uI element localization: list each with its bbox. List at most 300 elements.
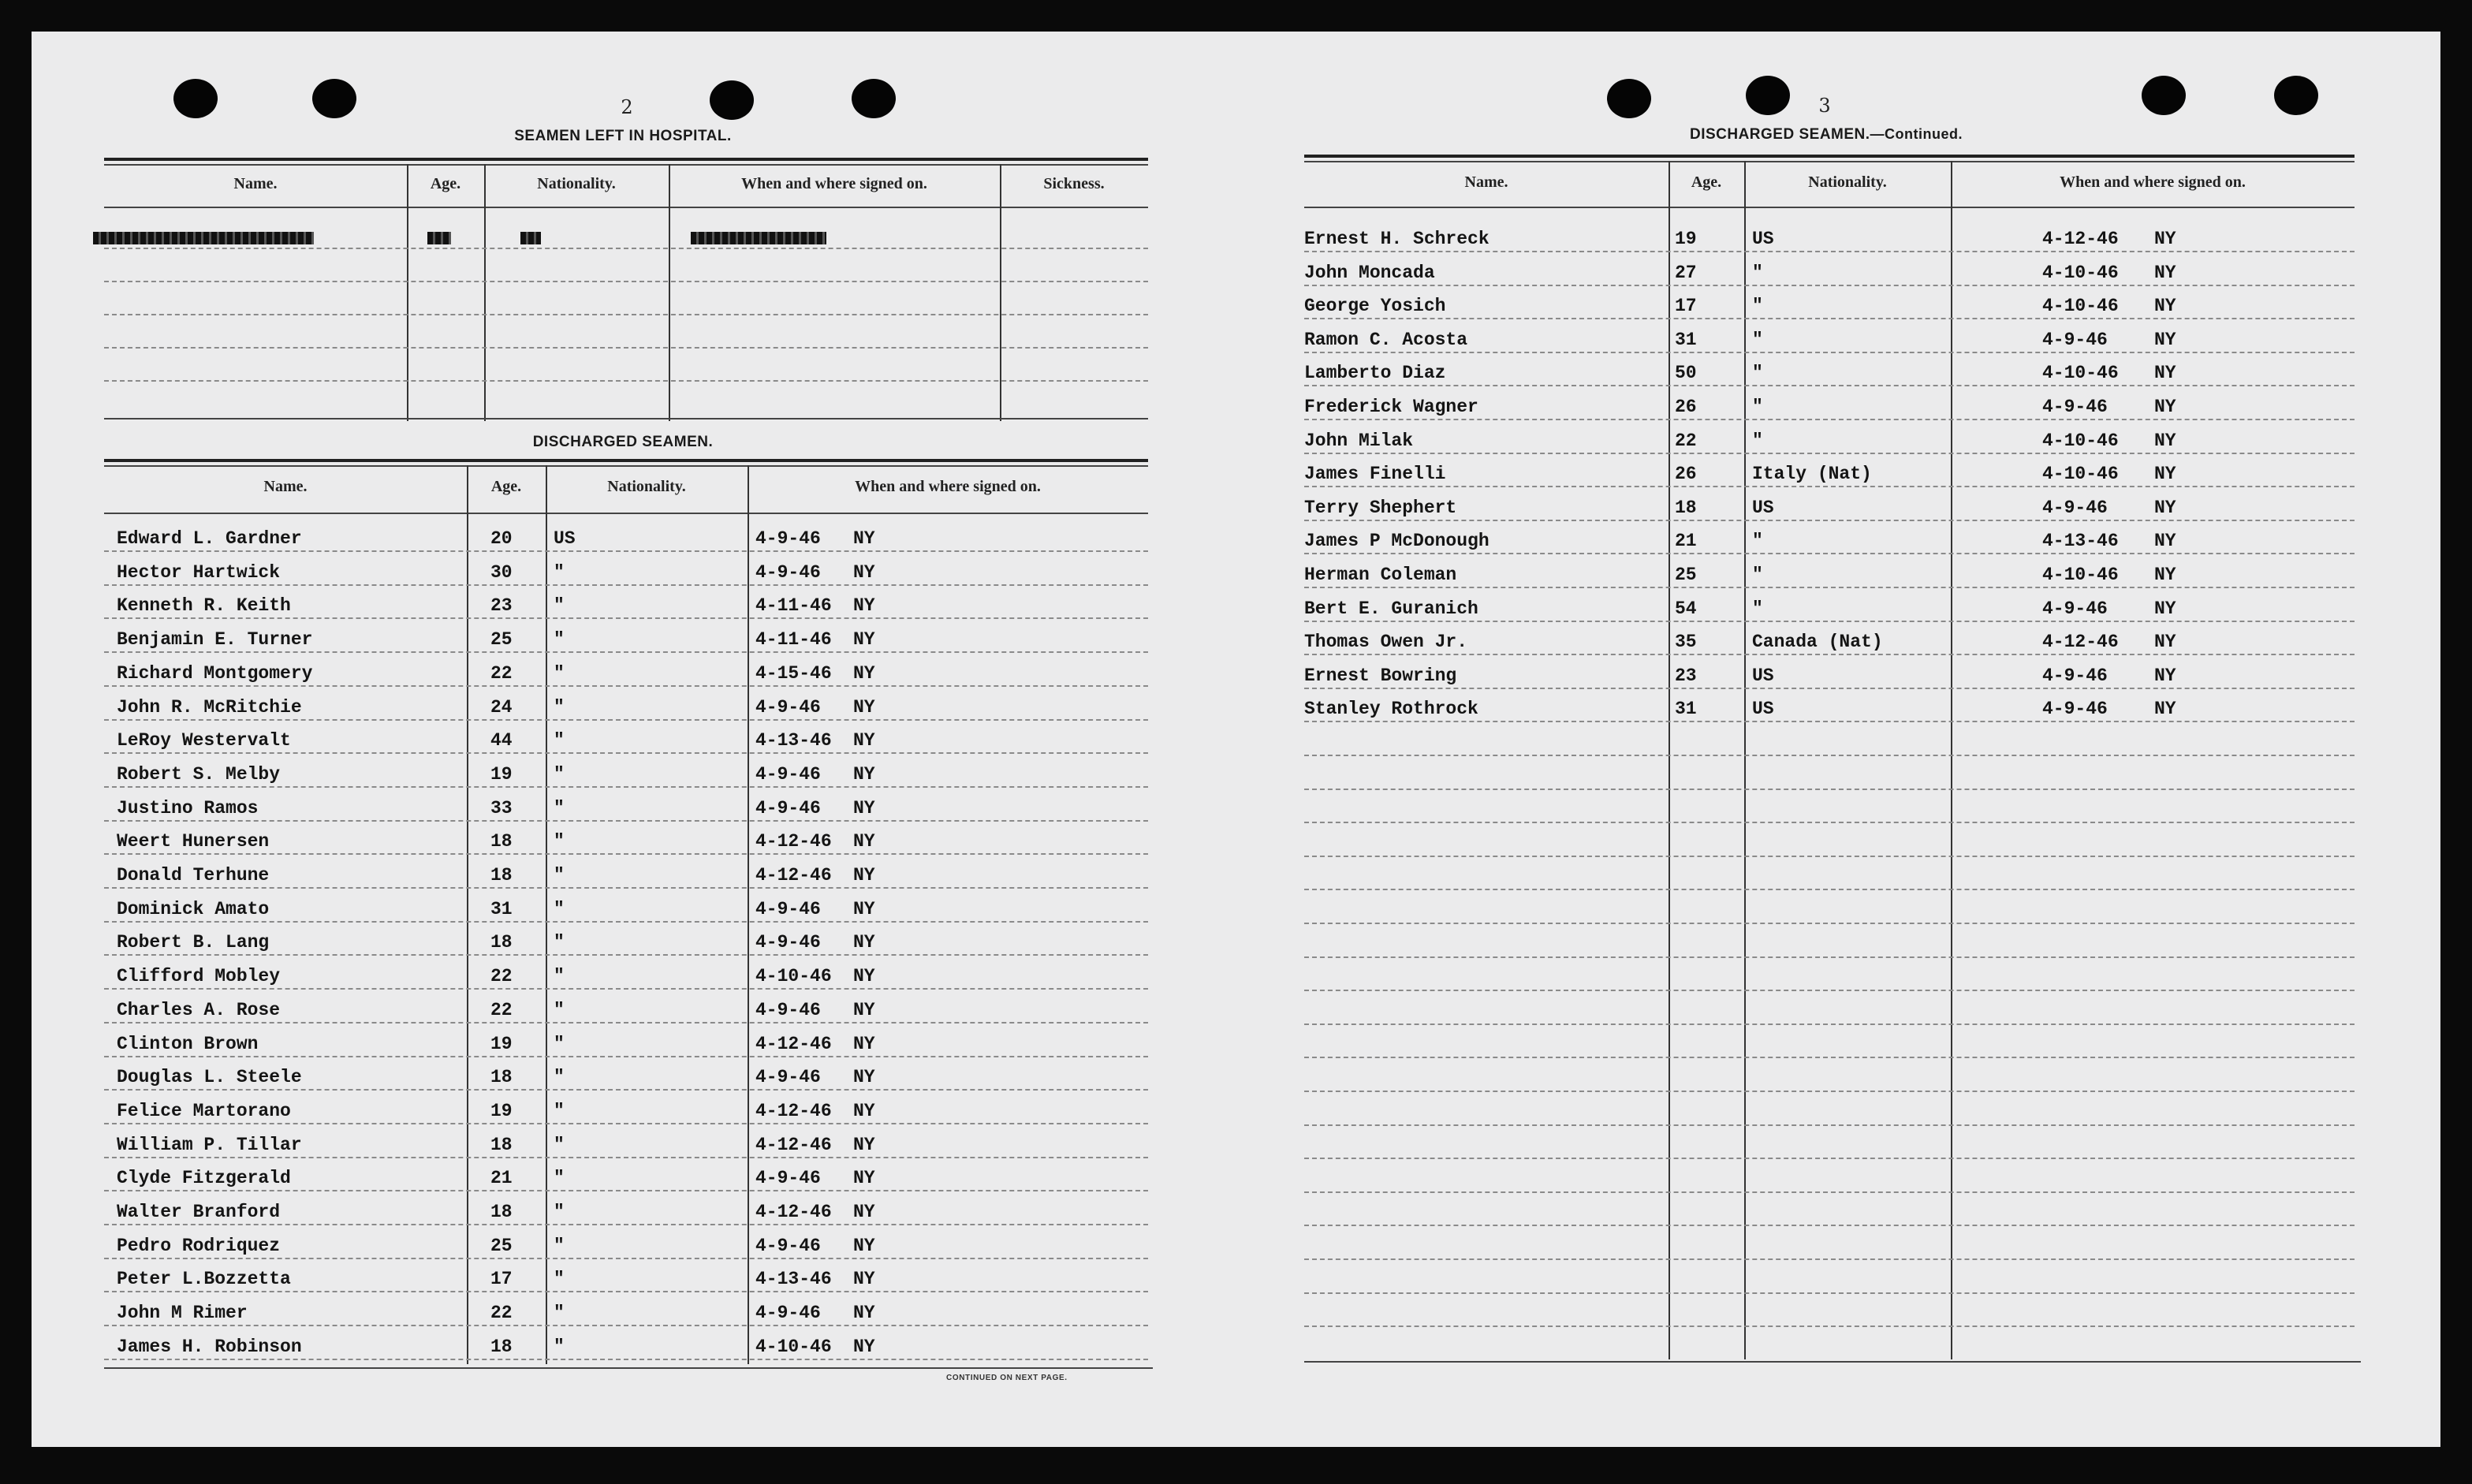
entry-line bbox=[104, 853, 1148, 855]
title-main: DISCHARGED SEAMEN. bbox=[1689, 126, 1870, 143]
cell-age: 18 bbox=[490, 1067, 513, 1088]
entry-line bbox=[104, 954, 1148, 956]
cell-name: Charles A. Rose bbox=[117, 999, 281, 1020]
cell-nat: " bbox=[1752, 363, 1763, 384]
entry-line bbox=[1304, 822, 2355, 823]
rule bbox=[1304, 155, 2355, 158]
cell-place: NY bbox=[853, 831, 875, 852]
hosp-header-sickness: Sickness. bbox=[1043, 175, 1105, 192]
cell-nat: " bbox=[554, 797, 565, 818]
redacted-age bbox=[427, 232, 451, 244]
cell-age: 25 bbox=[490, 1235, 513, 1256]
cell-name: Ernest H. Schreck bbox=[1304, 229, 1490, 249]
cell-age: 27 bbox=[1675, 262, 1697, 283]
cell-date: 4-9-46 bbox=[755, 763, 821, 785]
cell-age: 19 bbox=[490, 1100, 513, 1121]
entry-line bbox=[1304, 251, 2355, 252]
cell-date: 4-12-46 bbox=[755, 831, 832, 852]
punch-hole bbox=[2274, 76, 2318, 115]
cell-date: 4-10-46 bbox=[2042, 363, 2119, 384]
entry-line bbox=[104, 347, 1148, 349]
cell-nat: " bbox=[1752, 296, 1763, 317]
page-number-right: 3 bbox=[1818, 95, 1831, 117]
cell-nat: " bbox=[554, 696, 565, 718]
cell-nat: " bbox=[554, 898, 565, 919]
punch-hole bbox=[2142, 76, 2186, 115]
cell-nat: " bbox=[554, 595, 565, 617]
rule bbox=[104, 418, 1148, 419]
continued-note: CONTINUED ON NEXT PAGE. bbox=[946, 1374, 1068, 1382]
entry-line bbox=[104, 380, 1148, 382]
cell-age: 33 bbox=[490, 797, 513, 818]
entry-line bbox=[104, 1089, 1148, 1091]
cell-age: 18 bbox=[490, 865, 513, 886]
cell-nat: " bbox=[554, 561, 565, 583]
cell-age: 26 bbox=[1675, 397, 1697, 417]
punch-hole bbox=[1746, 76, 1790, 115]
cell-place: NY bbox=[853, 561, 875, 583]
cell-nat: " bbox=[554, 730, 565, 751]
cell-name: Edward L. Gardner bbox=[117, 528, 302, 549]
cell-date: 4-9-46 bbox=[2042, 397, 2108, 417]
cell-date: 4-13-46 bbox=[755, 730, 832, 751]
cell-name: Robert B. Lang bbox=[117, 932, 270, 953]
cell-age: 21 bbox=[1675, 531, 1697, 552]
cell-date: 4-9-46 bbox=[755, 1168, 821, 1189]
cell-nat: " bbox=[554, 1303, 565, 1324]
cell-age: 20 bbox=[490, 528, 513, 549]
cell-age: 23 bbox=[490, 595, 513, 617]
cell-nat: US bbox=[1752, 665, 1774, 686]
cell-date: 4-10-46 bbox=[2042, 565, 2119, 585]
cell-age: 31 bbox=[1675, 329, 1697, 350]
entry-line bbox=[1304, 1326, 2355, 1327]
cell-place: NY bbox=[2154, 598, 2176, 619]
entry-line bbox=[104, 584, 1148, 586]
cell-date: 4-12-46 bbox=[755, 865, 832, 886]
entry-line bbox=[104, 314, 1148, 315]
cell-date: 4-13-46 bbox=[755, 1269, 832, 1290]
cell-date: 4-9-46 bbox=[755, 696, 821, 718]
cell-nat: " bbox=[554, 1033, 565, 1054]
cell-nat: " bbox=[554, 831, 565, 852]
entry-line bbox=[1304, 889, 2355, 890]
entry-line bbox=[104, 988, 1148, 990]
cell-nat: " bbox=[1752, 397, 1763, 417]
cell-nat: " bbox=[1752, 329, 1763, 350]
cell-date: 4-12-46 bbox=[2042, 229, 2119, 249]
rule bbox=[104, 459, 1148, 462]
cell-date: 4-13-46 bbox=[2042, 531, 2119, 552]
cell-date: 4-9-46 bbox=[755, 932, 821, 953]
cell-nat: " bbox=[1752, 531, 1763, 552]
cell-place: NY bbox=[2154, 464, 2176, 485]
cell-date: 4-12-46 bbox=[755, 1033, 832, 1054]
page-number-left: 2 bbox=[621, 96, 633, 118]
entry-line bbox=[104, 1056, 1148, 1057]
cell-age: 25 bbox=[1675, 565, 1697, 585]
entry-line bbox=[1304, 856, 2355, 857]
cell-place: NY bbox=[2154, 229, 2176, 249]
cell-nat: " bbox=[554, 1168, 565, 1189]
cell-place: NY bbox=[2154, 296, 2176, 317]
cell-place: NY bbox=[853, 730, 875, 751]
cell-date: 4-9-46 bbox=[755, 561, 821, 583]
column-rule bbox=[546, 465, 547, 1364]
cell-age: 24 bbox=[490, 696, 513, 718]
disc-header-nationality: Nationality. bbox=[607, 478, 686, 495]
cell-name: Justino Ramos bbox=[117, 797, 259, 818]
cell-date: 4-15-46 bbox=[755, 662, 832, 684]
disc-header-name: Name. bbox=[263, 478, 308, 495]
column-rule bbox=[1669, 161, 1670, 1359]
discharged-continued-title bbox=[1590, 126, 2063, 144]
rule bbox=[1304, 1361, 2361, 1363]
entry-line bbox=[1304, 1024, 2355, 1025]
cell-date: 4-10-46 bbox=[755, 966, 832, 987]
cell-name: James Finelli bbox=[1304, 464, 1446, 485]
cell-place: NY bbox=[853, 966, 875, 987]
cell-name: Peter L.Bozzetta bbox=[117, 1269, 291, 1290]
cell-place: NY bbox=[853, 797, 875, 818]
cell-place: NY bbox=[853, 1269, 875, 1290]
punch-hole bbox=[852, 79, 896, 118]
entry-line bbox=[1304, 553, 2355, 554]
cell-name: James H. Robinson bbox=[117, 1336, 302, 1357]
cell-date: 4-12-46 bbox=[755, 1202, 832, 1222]
cell-place: NY bbox=[853, 1202, 875, 1222]
cell-date: 4-12-46 bbox=[755, 1100, 832, 1121]
cell-nat: US bbox=[1752, 699, 1774, 720]
entry-line bbox=[104, 248, 1148, 249]
cont-header-nationality: Nationality. bbox=[1808, 173, 1887, 191]
cell-place: NY bbox=[853, 1067, 875, 1088]
entry-line bbox=[1304, 285, 2355, 286]
cell-nat: " bbox=[554, 1202, 565, 1222]
entry-line bbox=[1304, 1091, 2355, 1092]
cell-nat: " bbox=[1752, 598, 1763, 619]
cell-age: 35 bbox=[1675, 632, 1697, 653]
cell-age: 31 bbox=[1675, 699, 1697, 720]
cell-age: 22 bbox=[490, 1303, 513, 1324]
cell-age: 22 bbox=[490, 662, 513, 684]
cell-place: NY bbox=[853, 1033, 875, 1054]
rule bbox=[1304, 161, 2355, 162]
cont-header-signed-on: When and where signed on. bbox=[2060, 173, 2246, 191]
cell-place: NY bbox=[2154, 329, 2176, 350]
cell-place: NY bbox=[853, 662, 875, 684]
cell-nat: " bbox=[554, 1235, 565, 1256]
cell-date: 4-9-46 bbox=[2042, 699, 2108, 720]
rule bbox=[104, 164, 1148, 166]
cell-name: George Yosich bbox=[1304, 296, 1446, 317]
cell-name: Douglas L. Steele bbox=[117, 1067, 302, 1088]
hosp-header-age: Age. bbox=[430, 175, 461, 192]
cell-age: 21 bbox=[490, 1168, 513, 1189]
cell-place: NY bbox=[853, 1100, 875, 1121]
entry-line bbox=[1304, 956, 2355, 958]
column-rule bbox=[748, 465, 749, 1364]
entry-line bbox=[1304, 1124, 2355, 1126]
cell-place: NY bbox=[2154, 363, 2176, 384]
cell-nat: " bbox=[554, 932, 565, 953]
cell-nat: " bbox=[554, 966, 565, 987]
cell-name: Frederick Wagner bbox=[1304, 397, 1478, 417]
entry-line bbox=[1304, 990, 2355, 991]
cell-age: 23 bbox=[1675, 665, 1697, 686]
cell-name: John Milak bbox=[1304, 430, 1414, 451]
entry-line bbox=[1304, 1057, 2355, 1058]
cell-date: 4-9-46 bbox=[755, 898, 821, 919]
cell-place: NY bbox=[853, 1134, 875, 1155]
cell-date: 4-11-46 bbox=[755, 595, 832, 617]
cell-nat: Italy (Nat) bbox=[1752, 464, 1872, 485]
entry-line bbox=[104, 1325, 1148, 1326]
entry-line bbox=[104, 1123, 1148, 1124]
cell-nat: Canada (Nat) bbox=[1752, 632, 1883, 653]
cell-age: 22 bbox=[490, 966, 513, 987]
cont-header-age: Age. bbox=[1691, 173, 1722, 191]
cell-place: NY bbox=[2154, 430, 2176, 451]
entry-line bbox=[104, 281, 1148, 282]
disc-header-age: Age. bbox=[490, 478, 522, 495]
cont-header-name: Name. bbox=[1464, 173, 1508, 191]
entry-line bbox=[1304, 453, 2355, 454]
cell-name: Hector Hartwick bbox=[117, 561, 281, 583]
hospital-section-title: SEAMEN LEFT IN HOSPITAL. bbox=[514, 128, 732, 144]
cell-date: 4-10-46 bbox=[2042, 430, 2119, 451]
rule bbox=[104, 513, 1148, 514]
cell-age: 18 bbox=[1675, 497, 1697, 518]
entry-line bbox=[104, 1291, 1148, 1292]
entry-line bbox=[104, 550, 1148, 552]
cell-name: Clifford Mobley bbox=[117, 966, 281, 987]
cell-date: 4-9-46 bbox=[755, 528, 821, 549]
entry-line bbox=[1304, 419, 2355, 420]
discharged-section-title: DISCHARGED SEAMEN. bbox=[532, 434, 714, 450]
cell-name: Kenneth R. Keith bbox=[117, 595, 291, 617]
cell-date: 4-9-46 bbox=[755, 1067, 821, 1088]
cell-age: 19 bbox=[490, 1033, 513, 1054]
rule bbox=[104, 207, 1148, 208]
entry-line bbox=[104, 921, 1148, 923]
cell-age: 19 bbox=[1675, 229, 1697, 249]
entry-line bbox=[104, 1258, 1148, 1259]
cell-age: 18 bbox=[490, 932, 513, 953]
cell-nat: US bbox=[1752, 497, 1774, 518]
redacted-name bbox=[93, 232, 314, 244]
title-continued: —Continued. bbox=[1870, 126, 1963, 142]
cell-name: Pedro Rodriquez bbox=[117, 1235, 281, 1256]
cell-place: NY bbox=[853, 696, 875, 718]
entry-line bbox=[104, 1190, 1148, 1191]
entry-line bbox=[1304, 1158, 2355, 1159]
cell-place: NY bbox=[853, 528, 875, 549]
cell-age: 30 bbox=[490, 561, 513, 583]
cell-age: 54 bbox=[1675, 598, 1697, 619]
cell-name: Thomas Owen Jr. bbox=[1304, 632, 1468, 653]
cell-age: 18 bbox=[490, 831, 513, 852]
cell-date: 4-11-46 bbox=[755, 629, 832, 651]
cell-name: Ernest Bowring bbox=[1304, 665, 1457, 686]
cell-nat: " bbox=[554, 1269, 565, 1290]
hosp-header-signed-on: When and where signed on. bbox=[741, 175, 927, 192]
entry-line bbox=[104, 617, 1148, 619]
cell-name: LeRoy Westervalt bbox=[117, 730, 291, 751]
cell-name: Benjamin E. Turner bbox=[117, 629, 313, 651]
cell-date: 4-9-46 bbox=[2042, 329, 2108, 350]
cell-nat: " bbox=[554, 1067, 565, 1088]
rule bbox=[1304, 207, 2355, 208]
cell-name: Clinton Brown bbox=[117, 1033, 259, 1054]
entry-line bbox=[1304, 587, 2355, 588]
entry-line bbox=[104, 752, 1148, 754]
entry-line bbox=[104, 719, 1148, 721]
cell-name: John M Rimer bbox=[117, 1303, 248, 1324]
cell-place: NY bbox=[853, 763, 875, 785]
cell-date: 4-9-46 bbox=[2042, 598, 2108, 619]
entry-line bbox=[1304, 486, 2355, 487]
cell-date: 4-9-46 bbox=[755, 999, 821, 1020]
entry-line bbox=[1304, 1292, 2355, 1294]
entry-line bbox=[1304, 520, 2355, 521]
entry-line bbox=[1304, 923, 2355, 924]
entry-line bbox=[104, 786, 1148, 788]
cell-name: Dominick Amato bbox=[117, 898, 270, 919]
cell-name: Donald Terhune bbox=[117, 865, 270, 886]
cell-name: Walter Branford bbox=[117, 1202, 281, 1222]
rule bbox=[104, 1367, 1153, 1369]
entry-line bbox=[1304, 621, 2355, 622]
entry-line bbox=[104, 685, 1148, 687]
cell-name: John R. McRitchie bbox=[117, 696, 302, 718]
cell-place: NY bbox=[853, 629, 875, 651]
cell-age: 17 bbox=[490, 1269, 513, 1290]
entry-line bbox=[1304, 1191, 2355, 1193]
cell-name: Felice Martorano bbox=[117, 1100, 291, 1121]
cell-place: NY bbox=[853, 1303, 875, 1324]
cell-nat: " bbox=[1752, 565, 1763, 585]
cell-age: 25 bbox=[490, 629, 513, 651]
cell-date: 4-9-46 bbox=[755, 1303, 821, 1324]
punch-hole bbox=[312, 79, 356, 118]
cell-age: 19 bbox=[490, 763, 513, 785]
cell-place: NY bbox=[2154, 565, 2176, 585]
entry-line bbox=[1304, 1258, 2355, 1260]
cell-age: 50 bbox=[1675, 363, 1697, 384]
cell-name: Weert Hunersen bbox=[117, 831, 270, 852]
entry-line bbox=[1304, 654, 2355, 655]
cell-place: NY bbox=[2154, 497, 2176, 518]
entry-line bbox=[1304, 318, 2355, 319]
cell-place: NY bbox=[853, 898, 875, 919]
entry-line bbox=[104, 1359, 1148, 1360]
cell-age: 26 bbox=[1675, 464, 1697, 485]
punch-hole bbox=[173, 79, 218, 118]
cell-place: NY bbox=[853, 865, 875, 886]
cell-date: 4-12-46 bbox=[755, 1134, 832, 1155]
cell-age: 18 bbox=[490, 1336, 513, 1357]
cell-place: NY bbox=[2154, 262, 2176, 283]
cell-age: 17 bbox=[1675, 296, 1697, 317]
cell-age: 18 bbox=[490, 1202, 513, 1222]
entry-line bbox=[1304, 352, 2355, 353]
entry-line bbox=[104, 1157, 1148, 1158]
cell-nat: " bbox=[554, 1100, 565, 1121]
cell-name: James P McDonough bbox=[1304, 531, 1490, 552]
entry-line bbox=[104, 887, 1148, 889]
cell-nat: " bbox=[554, 662, 565, 684]
cell-name: Robert S. Melby bbox=[117, 763, 281, 785]
entry-line bbox=[104, 651, 1148, 653]
column-rule bbox=[1951, 161, 1952, 1359]
column-rule bbox=[467, 465, 468, 1364]
cell-date: 4-10-46 bbox=[2042, 262, 2119, 283]
cell-place: NY bbox=[853, 932, 875, 953]
column-rule bbox=[1744, 161, 1746, 1359]
entry-line bbox=[104, 1022, 1148, 1024]
entry-line bbox=[1304, 1225, 2355, 1226]
entry-line bbox=[104, 820, 1148, 822]
cell-place: NY bbox=[853, 1168, 875, 1189]
entry-line bbox=[104, 1224, 1148, 1225]
cell-place: NY bbox=[853, 1336, 875, 1357]
cell-name: Lamberto Diaz bbox=[1304, 363, 1446, 384]
cell-date: 4-9-46 bbox=[755, 797, 821, 818]
cell-nat: " bbox=[554, 629, 565, 651]
cell-age: 31 bbox=[490, 898, 513, 919]
column-rule bbox=[1000, 164, 1001, 421]
cell-age: 18 bbox=[490, 1134, 513, 1155]
punch-hole bbox=[1607, 79, 1651, 118]
cell-place: NY bbox=[2154, 632, 2176, 653]
cell-age: 22 bbox=[490, 999, 513, 1020]
hosp-header-nationality: Nationality. bbox=[537, 175, 616, 192]
cell-place: NY bbox=[2154, 397, 2176, 417]
cell-nat: " bbox=[1752, 262, 1763, 283]
cell-name: Herman Coleman bbox=[1304, 565, 1457, 585]
cell-nat: " bbox=[554, 1336, 565, 1357]
cell-place: NY bbox=[2154, 531, 2176, 552]
cell-place: NY bbox=[2154, 699, 2176, 720]
entry-line bbox=[1304, 755, 2355, 756]
cell-nat: " bbox=[554, 1134, 565, 1155]
cell-nat: US bbox=[1752, 229, 1774, 249]
cell-place: NY bbox=[853, 595, 875, 617]
cell-date: 4-12-46 bbox=[2042, 632, 2119, 653]
cell-date: 4-10-46 bbox=[755, 1336, 832, 1357]
column-rule bbox=[669, 164, 670, 421]
cell-age: 22 bbox=[1675, 430, 1697, 451]
column-rule bbox=[484, 164, 486, 421]
redacted-signed-on bbox=[691, 232, 826, 244]
cell-name: Richard Montgomery bbox=[117, 662, 313, 684]
column-rule bbox=[407, 164, 408, 421]
entry-line bbox=[1304, 721, 2355, 722]
cell-date: 4-9-46 bbox=[2042, 665, 2108, 686]
cell-nat: " bbox=[1752, 430, 1763, 451]
cell-nat: " bbox=[554, 763, 565, 785]
entry-line bbox=[1304, 688, 2355, 689]
cell-nat: " bbox=[554, 999, 565, 1020]
disc-header-signed-on: When and where signed on. bbox=[855, 478, 1041, 495]
rule bbox=[104, 158, 1148, 161]
cell-place: NY bbox=[853, 1235, 875, 1256]
cell-nat: " bbox=[554, 865, 565, 886]
cell-date: 4-9-46 bbox=[2042, 497, 2108, 518]
rule bbox=[104, 465, 1148, 467]
cell-name: Ramon C. Acosta bbox=[1304, 329, 1468, 350]
